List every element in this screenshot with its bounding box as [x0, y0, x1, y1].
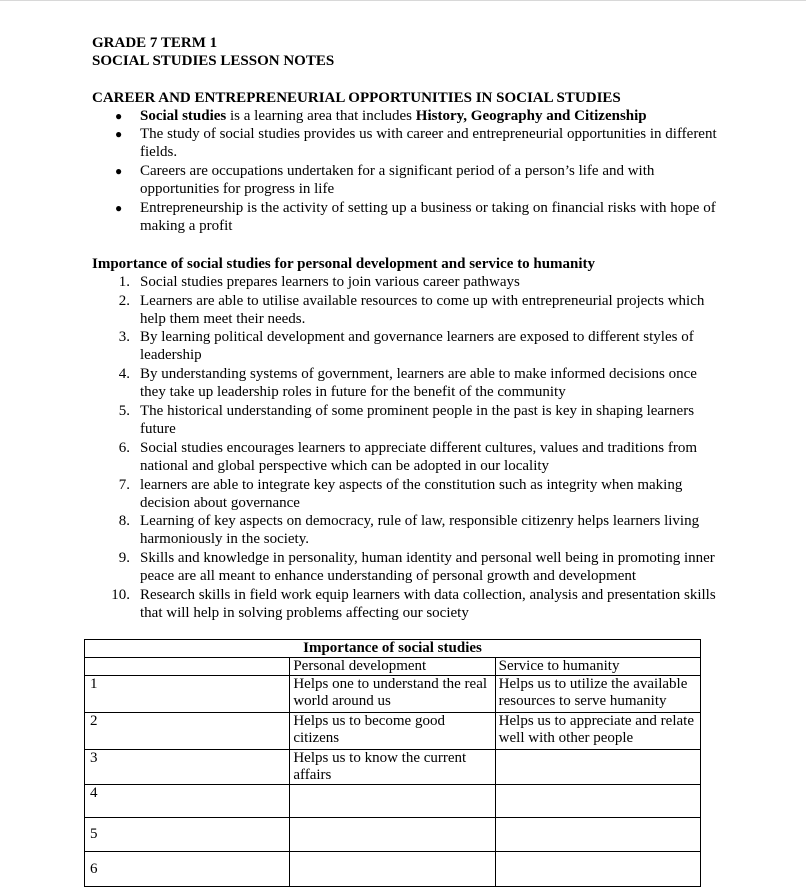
row-number: 1 — [85, 676, 290, 713]
cell-service — [495, 818, 700, 852]
cell-personal — [290, 852, 495, 887]
list-item-cont: national and global perspective which can be adopted in our locality — [140, 458, 550, 474]
table-title: Importance of social studies — [85, 640, 701, 658]
bullet-icon: ● — [115, 201, 123, 215]
list-item-cont: peace are all meant to enhance understanding of personal growth and development — [140, 568, 637, 584]
row-number: 4 — [85, 785, 290, 818]
bullet-item-2: The study of social studies provides us with career and entrepreneurial opportunities in different — [140, 126, 717, 142]
importance-section-heading: Importance of social studies for personal development and service to humanity — [92, 256, 596, 272]
list-number: 7. — [118, 477, 130, 493]
list-item-cont: leadership — [140, 347, 202, 363]
bullet-item-1: Social studies is a learning area that includes History, Geography and Citizenship — [140, 108, 647, 124]
list-number: 1. — [118, 274, 130, 290]
bullet-item-4-cont: making a profit — [140, 218, 233, 234]
list-item-cont: future — [140, 421, 176, 437]
list-item: learners are able to integrate key aspects of the constitution such as integrity when making — [140, 477, 683, 493]
list-item: By understanding systems of government, learners are able to make informed decisions once — [140, 366, 697, 382]
list-number: 9. — [118, 550, 130, 566]
bullet-icon: ● — [115, 127, 123, 141]
cell-service — [495, 750, 700, 785]
list-number: 3. — [118, 329, 130, 345]
bullet-item-4: Entrepreneurship is the activity of setting up a business or taking on financial risks with hope of — [140, 200, 716, 216]
table-row — [85, 713, 701, 750]
bullet-item-2-cont: fields. — [140, 144, 178, 160]
cell-service — [495, 785, 700, 818]
list-number: 10. — [111, 587, 130, 603]
column-header-service: Service to humanity — [495, 658, 700, 676]
page-top-border — [0, 0, 806, 1]
list-item: Social studies prepares learners to join various career pathways — [140, 274, 520, 290]
list-item: Learning of key aspects on democracy, rule of law, responsible citizenry helps learners living — [140, 513, 700, 529]
row-number: 5 — [85, 818, 290, 852]
importance-table — [84, 639, 701, 887]
list-item-cont: they take up leadership roles in future for the benefit of the community — [140, 384, 566, 400]
cell-personal — [290, 785, 495, 818]
cell-service: Helps us to utilize the available resources to serve humanity — [495, 676, 700, 713]
table-row — [85, 852, 701, 887]
cell-personal: Helps us to become good citizens — [290, 713, 495, 750]
career-section-heading: CAREER AND ENTREPRENEURIAL OPPORTUNITIES IN SOCIAL STUDIES — [92, 90, 621, 106]
row-number: 6 — [85, 852, 290, 887]
bullet-icon: ● — [115, 164, 123, 178]
list-number: 5. — [118, 403, 130, 419]
bullet-item-3-cont: opportunities for progress in life — [140, 181, 335, 197]
table-row — [85, 785, 701, 818]
row-number: 3 — [85, 750, 290, 785]
table-cell-empty — [85, 658, 290, 676]
grade-term-heading: GRADE 7 TERM 1 — [92, 35, 218, 51]
list-item: Skills and knowledge in personality, human identity and personal well being in promoting inner — [140, 550, 715, 566]
list-item: Social studies encourages learners to appreciate different cultures, values and traditions from — [140, 440, 698, 456]
table-row — [85, 818, 701, 852]
list-item-cont: harmoniously in the society. — [140, 531, 309, 547]
list-item-cont: that will help in solving problems affecting our society — [140, 605, 469, 621]
list-number: 6. — [118, 440, 130, 456]
table-row — [85, 676, 701, 713]
cell-personal — [290, 818, 495, 852]
list-item: Research skills in field work equip learners with data collection, analysis and presentation skills — [140, 587, 716, 603]
list-number: 2. — [118, 293, 130, 309]
subject-heading: SOCIAL STUDIES LESSON NOTES — [92, 53, 335, 69]
cell-personal: Helps us to know the current affairs — [290, 750, 495, 785]
list-item-cont: help them meet their needs. — [140, 311, 306, 327]
cell-service — [495, 852, 700, 887]
cell-personal: Helps one to understand the real world around us — [290, 676, 495, 713]
list-item: Learners are able to utilise available resources to come up with entrepreneurial projects which — [140, 293, 705, 309]
list-item: By learning political development and governance learners are exposed to different styles of — [140, 329, 694, 345]
list-item-cont: decision about governance — [140, 495, 300, 511]
list-item: The historical understanding of some prominent people in the past is key in shaping learners — [140, 403, 695, 419]
list-number: 8. — [118, 513, 130, 529]
bullet-icon: ● — [115, 109, 123, 123]
table-row — [85, 750, 701, 785]
row-number: 2 — [85, 713, 290, 750]
list-number: 4. — [118, 366, 130, 382]
column-header-personal: Personal development — [290, 658, 495, 676]
bullet-item-3: Careers are occupations undertaken for a significant period of a person’s life and with — [140, 163, 655, 179]
cell-service: Helps us to appreciate and relate well with other people — [495, 713, 700, 750]
